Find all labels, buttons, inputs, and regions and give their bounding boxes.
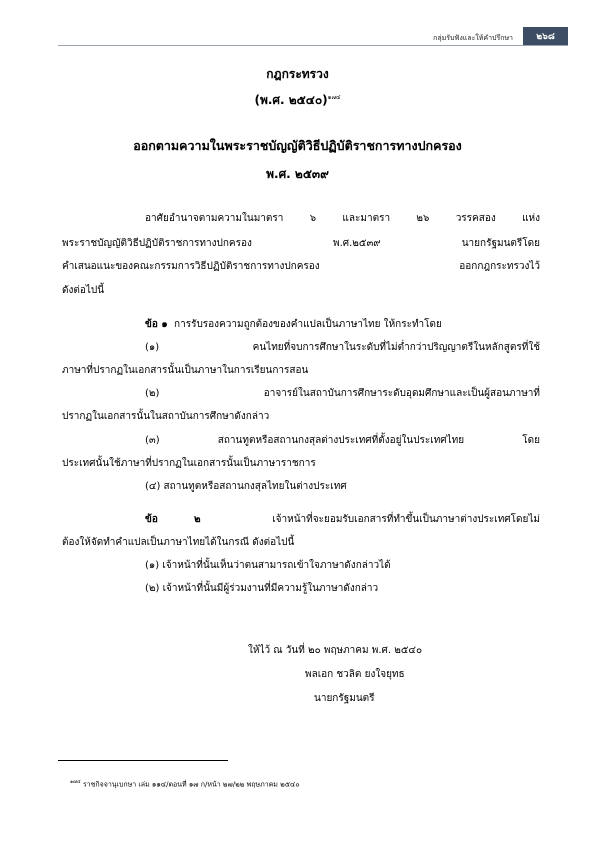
clause-2-item-1: (๑) เจ้าหน้าที่นั้นเห็นว่าตนสามารถเข้าใจภาษาดังกล่าวได้ [145,560,391,571]
signature-date: ให้ไว้ ณ วันที่ ๒๐ พฤษภาคม พ.ศ. ๒๕๔๐ [248,645,423,656]
header-divider [58,45,568,46]
page-number-badge: ๒๖๘ [523,27,568,45]
title-act-year: พ.ศ. ๒๕๓๙ [266,167,329,181]
clause-2-heading [145,513,540,527]
clause-1-item-4: (๔) สถานทูตหรือสถานกงสุลไทยในต่างประเทศ [145,481,347,492]
preamble-line-3: คำเสนอแนะของคณะกรรมการวิธีปฏิบัติราชการทางปกครอง ออกกฎกระทรวงไว้ [62,261,540,272]
clause-1-item-2-line-2: ปรากฏในเอกสารนั้นในสถาบันการศึกษาดังกล่าว [62,411,270,422]
clause-1-item-2-line-1: (๒) อาจารย์ในสถาบันการศึกษาระดับอุดมศึกษาและเป็นผู้สอนภาษาที่ [145,388,540,399]
document-title: กฎกระทรวง [266,67,329,81]
clause-1-item-3-line-2: ประเทศนั้นใช้ภาษาที่ปรากฏในเอกสารนั้นเป็นภาษาราชการ [62,458,316,469]
preamble-line-4: ดังต่อไปนี้ [62,285,105,296]
clause-2-line-2: ต้องให้จัดทำคำแปลเป็นภาษาไทยได้ในกรณี ดังต่อไปนี้ [62,537,295,548]
clause-1-item-1-line-1: (๑) คนไทยที่จบการศึกษาในระดับที่ไม่ต่ำกว่าปริญญาตรีในหลักสูตรที่ใช้ [145,342,540,353]
signature-name: พลเอก ชวลิต ยงใจยุทธ [305,669,405,680]
footnote-mark: ๑๗๔ [70,779,81,785]
title-footnote-mark: ๑๗๔ [327,94,341,101]
preamble-line-1: อาศัยอำนาจตามความในมาตรา ๖ และมาตรา ๒๖ วรรคสอง แห่ง [145,213,540,224]
footnote-divider [58,760,228,761]
title-year [0,91,595,110]
clause-1-item-1-line-2: ภาษาที่ปรากฏในเอกสารนั้นเป็นภาษาในการเรียนการสอน [62,365,309,376]
clause-2-text: เจ้าหน้าที่จะยอมรับเอกสารที่ทำขึ้นเป็นภาษาต่างประเทศโดยไม่ [272,514,540,525]
signature-position: นายกรัฐมนตรี [314,693,375,704]
clause-2-item-2: (๒) เจ้าหน้าที่นั้นมีผู้ร่วมงานที่มีความรู้ในภาษาดังกล่าว [145,583,379,594]
footnote-text: ราชกิจจานุเบกษา เล่ม ๑๑๔/ตอนที่ ๑๗ ก/หน้า ๒๗/๒๒ พฤษภาคม ๒๕๔๐ [82,780,300,789]
footnote [70,778,300,790]
clause-1-text: การรับรองความถูกต้องของคำแปลเป็นภาษาไทย ให้กระทำโดย [174,319,442,330]
header-section-label: กลุ่มรับฟังและให้คำปรึกษา [433,34,513,42]
clause-2-label: ข้อ ๒ [145,514,201,525]
title-year-text: (พ.ศ. ๒๕๔๐) [254,93,328,107]
clause-1-heading [145,318,442,332]
clause-1-item-3-line-1: (๓) สถานทูตหรือสถานกงสุลต่างประเทศที่ตั้งอยู่ในประเทศไทย โดย [145,435,540,446]
clause-1-label: ข้อ ๑ [145,319,168,330]
title-act-name: ออกตามความในพระราชบัญญัติวิธีปฏิบัติราชการทางปกครอง [133,138,462,153]
preamble-line-2: พระราชบัญญัติวิธีปฏิบัติราชการทางปกครอง พ.ศ.๒๕๓๙ นายกรัฐมนตรีโดย [62,238,540,249]
